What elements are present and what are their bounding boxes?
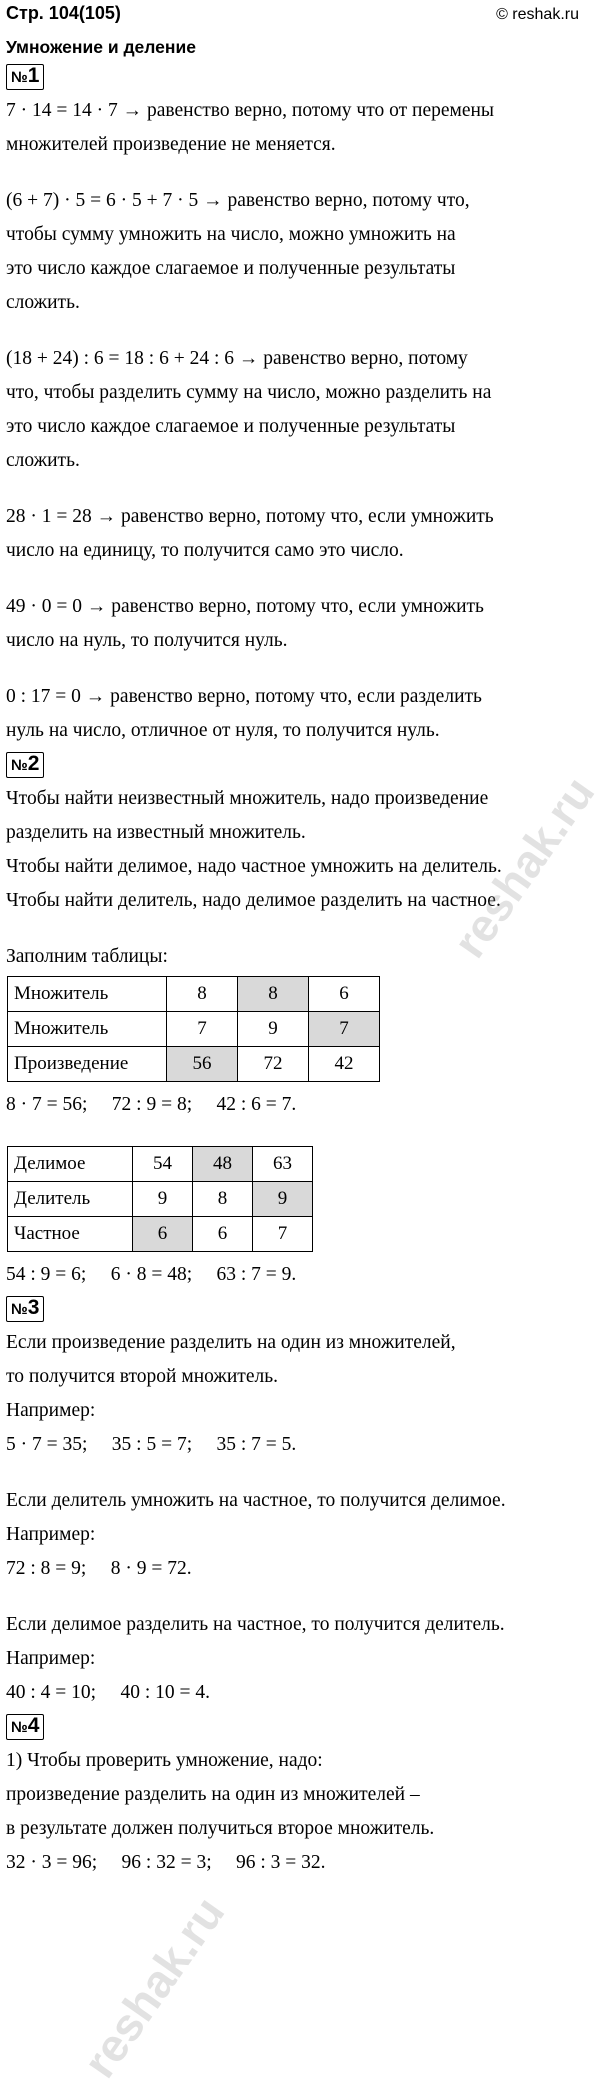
table-cell: 9 (133, 1182, 193, 1217)
text-line: это число каждое слагаемое и полученные результаты (6, 416, 456, 437)
text-line: в результате должен получиться второе множитель. (6, 1818, 435, 1839)
table-cell: 6 (309, 977, 380, 1012)
text-line: это число каждое слагаемое и полученные результаты (6, 258, 456, 279)
table-cell: 8 (238, 977, 309, 1012)
table-cell: 6 (133, 1217, 193, 1252)
row-label: Частное (8, 1217, 133, 1252)
text-line: 40 : 4 = 10; 40 : 10 = 4. (6, 1682, 210, 1703)
row-label: Делимое (8, 1147, 133, 1182)
table-cell: 42 (309, 1047, 380, 1082)
table-row (8, 977, 380, 1012)
watermark: reshak.ru (72, 1887, 235, 2087)
task-number-badge: №2 (6, 752, 44, 778)
table-cell: 8 (193, 1182, 253, 1217)
section-title: Умножение и деление (6, 37, 196, 57)
text-line: множителей произведение не меняется. (6, 134, 336, 155)
text-line: произведение разделить на один из множителей – (6, 1784, 420, 1805)
text-line: 7 · 14 = 14 · 7 → равенство верно, потому что от перемены (6, 100, 495, 121)
table-cell: 9 (238, 1012, 309, 1047)
text-line: Если делимое разделить на частное, то получится делитель. (6, 1614, 505, 1635)
table-cell: 48 (193, 1147, 253, 1182)
site-credit: © reshak.ru (496, 6, 579, 23)
text-line: нуль на число, отличное от нуля, то получится нуль. (6, 720, 440, 741)
text-line: Чтобы найти неизвестный множитель, надо произведение (6, 788, 489, 809)
row-label: Множитель (8, 977, 167, 1012)
task-number-badge: №3 (6, 1296, 44, 1322)
text-line: 5 · 7 = 35; 35 : 5 = 7; 35 : 7 = 5. (6, 1434, 297, 1455)
table-cell: 54 (133, 1147, 193, 1182)
task-4-body (6, 1744, 579, 1880)
text-line: разделить на известный множитель. (6, 822, 306, 843)
text-line: Чтобы найти делимое, надо частное умножить на делитель. (6, 856, 502, 877)
text-line: Чтобы найти делитель, надо делимое разделить на частное. (6, 890, 501, 911)
table-row (8, 1217, 313, 1252)
task-number-badge: №1 (6, 64, 44, 90)
text-line: Заполним таблицы: (6, 946, 168, 967)
text-line: Если делитель умножить на частное, то получится делимое. (6, 1490, 506, 1511)
table-cell: 8 (167, 977, 238, 1012)
table-cell: 72 (238, 1047, 309, 1082)
text-line: 8 · 7 = 56; 72 : 9 = 8; 42 : 6 = 7. (6, 1094, 297, 1115)
text-line: 49 · 0 = 0 → равенство верно, потому что, если умножить (6, 596, 484, 617)
table-row (8, 1012, 380, 1047)
table-row (8, 1182, 313, 1217)
task-1-body (6, 94, 579, 748)
table-cell: 56 (167, 1047, 238, 1082)
text-line: 32 · 3 = 96; 96 : 32 = 3; 96 : 3 = 32. (6, 1852, 326, 1873)
task-number-badge: №4 (6, 1714, 44, 1740)
division-table (7, 1146, 313, 1252)
text-line: 28 · 1 = 28 → равенство верно, потому что, если умножить (6, 506, 494, 527)
text-line: 54 : 9 = 6; 6 · 8 = 48; 63 : 7 = 9. (6, 1264, 297, 1285)
table-cell: 7 (167, 1012, 238, 1047)
table-row (8, 1047, 380, 1082)
header (6, 2, 579, 26)
text-line: 72 : 8 = 9; 8 · 9 = 72. (6, 1558, 192, 1579)
page-reference: Стр. 104(105) (6, 3, 121, 23)
text-line: сложить. (6, 292, 80, 313)
text-line: Например: (6, 1400, 96, 1421)
text-line: чтобы сумму умножить на число, можно умножить на (6, 224, 456, 245)
text-line: Например: (6, 1524, 96, 1545)
row-label: Множитель (8, 1012, 167, 1047)
text-line: 1) Чтобы проверить умножение, надо: (6, 1750, 323, 1771)
row-label: Делитель (8, 1182, 133, 1217)
watermark: reshak.ru (442, 767, 605, 967)
text-line: 0 : 17 = 0 → равенство верно, потому что, если разделить (6, 686, 482, 707)
task-3-body (6, 1326, 579, 1710)
text-line: то получится второй множитель. (6, 1366, 278, 1387)
text-line: (18 + 24) : 6 = 18 : 6 + 24 : 6 → равенство верно, потому (6, 348, 468, 369)
text-line: число на нуль, то получится нуль. (6, 630, 288, 651)
table-cell: 7 (309, 1012, 380, 1047)
text-line: Если произведение разделить на один из множителей, (6, 1332, 456, 1353)
table-cell: 63 (253, 1147, 313, 1182)
table-cell: 9 (253, 1182, 313, 1217)
table-cell: 6 (193, 1217, 253, 1252)
text-line: (6 + 7) · 5 = 6 · 5 + 7 · 5 → равенство верно, потому что, (6, 190, 470, 211)
table-cell: 7 (253, 1217, 313, 1252)
table-row (8, 1147, 313, 1182)
text-line: Например: (6, 1648, 96, 1669)
task-2-body (6, 782, 579, 1292)
text-line: число на единицу, то получится само это число. (6, 540, 404, 561)
row-label: Произведение (8, 1047, 167, 1082)
text-line: что, чтобы разделить сумму на число, можно разделить на (6, 382, 492, 403)
text-line: сложить. (6, 450, 80, 471)
multiplication-table (7, 976, 380, 1082)
